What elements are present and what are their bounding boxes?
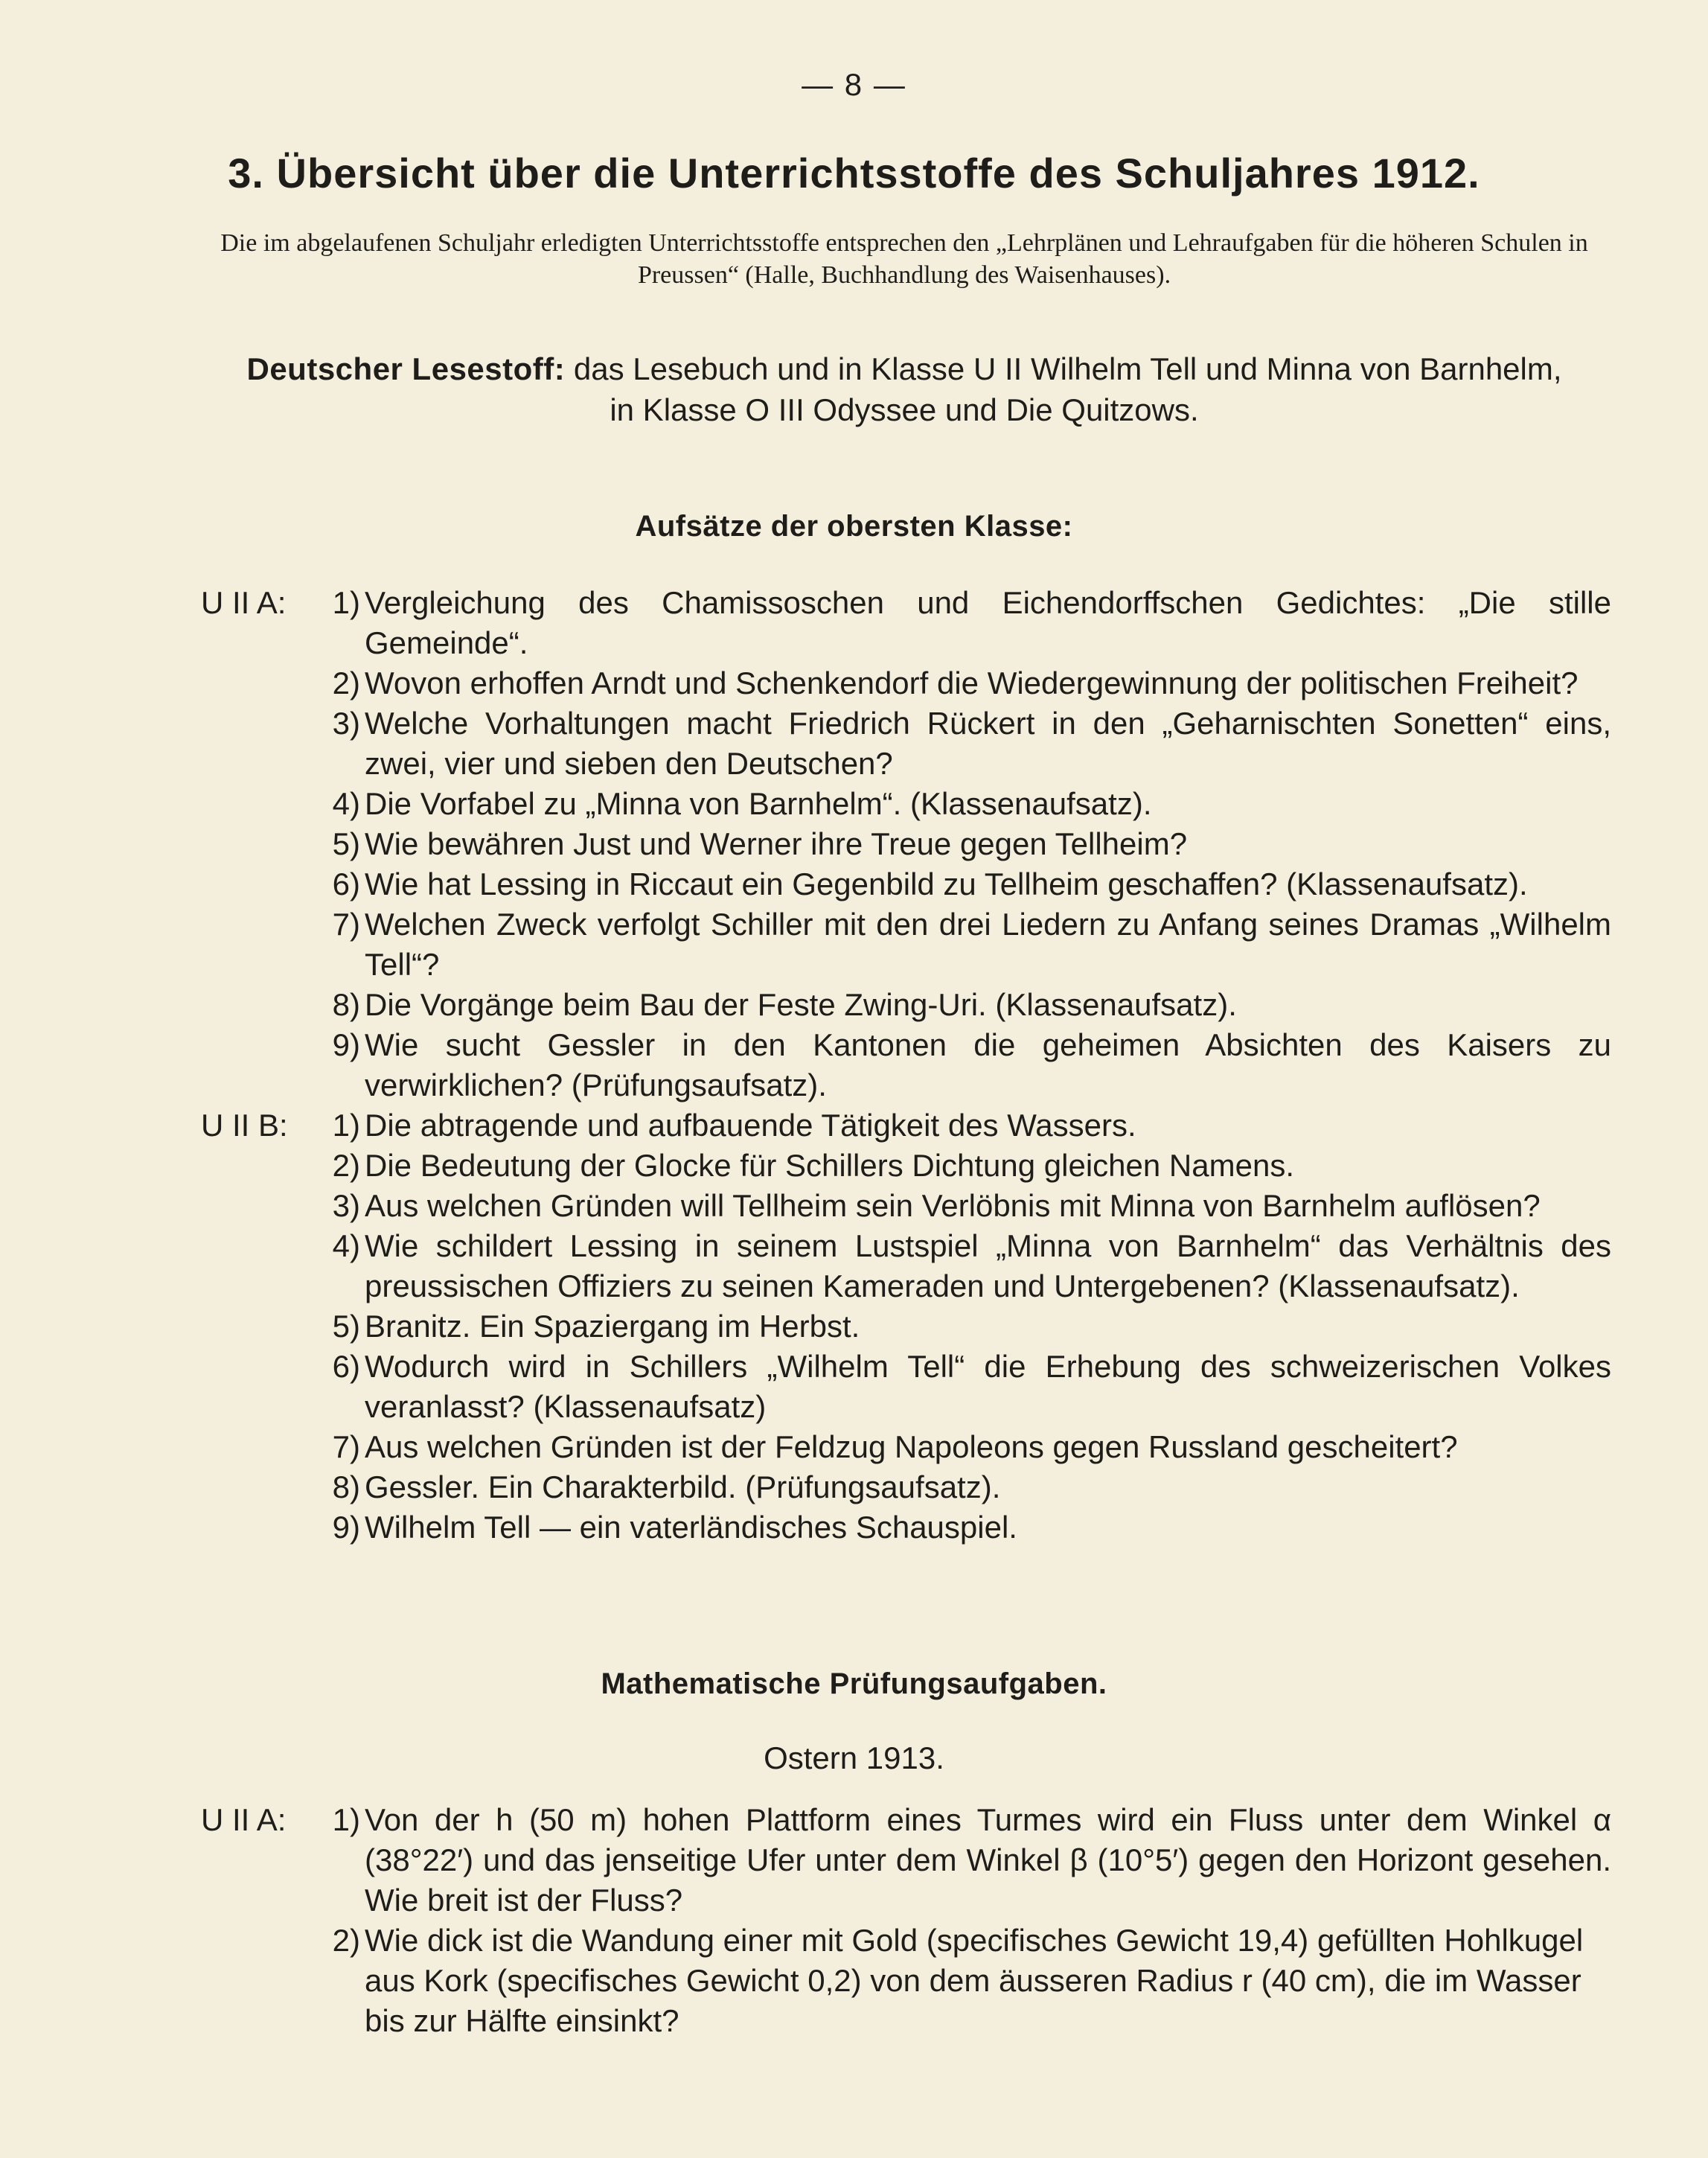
item-number: 8) [332, 1469, 360, 1504]
list-item [201, 1507, 1611, 1548]
lesestoff-label: Deutscher Lesestoff: [246, 351, 566, 386]
item-text: Branitz. Ein Spaziergang im Herbst. [365, 1309, 860, 1344]
item-text: Wie schildert Lessing in seinem Lustspiel „Minna von Barnhelm“ das Verhältnis des preussischen Offiziers zu seinen Kameraden und Untergebenen? (Klassenaufsatz). [365, 1228, 1611, 1303]
list-item [201, 1105, 1611, 1146]
item-number: 5) [332, 1309, 360, 1344]
item-number: 1) [332, 1108, 360, 1143]
section-heading: 3. Übersicht über die Unterrichtsstoffe des Schuljahres 1912. [228, 150, 1480, 197]
item-number: 1) [332, 1802, 360, 1837]
item-number: 7) [332, 907, 360, 942]
item-text: Welchen Zweck verfolgt Schiller mit den drei Liedern zu Anfang seines Dramas „Wilhelm Tell“? [365, 907, 1611, 982]
item-number: 7) [332, 1429, 360, 1464]
list-item [201, 1146, 1611, 1186]
lesestoff-line-1: das Lesebuch und in Klasse U II Wilhelm Tell und Minna von Barnhelm, [573, 351, 1562, 386]
aufsaetze-heading: Aufsätze der obersten Klasse: [635, 510, 1073, 543]
list-item [201, 1226, 1611, 1306]
list-item [201, 583, 1611, 663]
item-number: 6) [332, 1349, 360, 1384]
list-item [201, 1306, 1611, 1347]
item-number: 5) [332, 826, 360, 861]
item-number: 3) [332, 706, 360, 741]
item-number: 4) [332, 786, 360, 821]
list-item [201, 985, 1611, 1025]
intro-paragraph: Die im abgelaufenen Schuljahr erledigten Unterrichtsstoffe entsprechen den „Lehrplänen und Lehraufgaben für die höheren Schulen in Preussen“ (Halle, Buchhandlung des Waisenhauses). [220, 229, 1588, 289]
item-number: 1) [332, 585, 360, 620]
list-item [201, 824, 1611, 864]
item-number: 8) [332, 987, 360, 1022]
item-text: Wodurch wird in Schillers „Wilhelm Tell“ die Erhebung des schweizerischen Volkes veranlasst? (Klassenaufsatz) [365, 1349, 1611, 1424]
item-number: 3) [332, 1188, 360, 1223]
item-text: Wie bewähren Just und Werner ihre Treue gegen Tellheim? [365, 826, 1188, 861]
page-number: — 8 — [802, 67, 906, 102]
aufsaetze-list [201, 583, 1611, 1548]
item-number: 2) [332, 665, 360, 700]
item-text: Vergleichung des Chamissoschen und Eichendorffschen Gedichtes: „Die stille Gemeinde“. [365, 585, 1611, 660]
item-text: Wilhelm Tell — ein vaterländisches Schauspiel. [365, 1510, 1017, 1545]
item-number: 4) [332, 1228, 360, 1263]
item-text: Wie dick ist die Wandung einer mit Gold (specifisches Gewicht 19,4) gefüllten Hohlkugel aus Kork (specifisches Gewicht 0,2) von dem äusseren Radius r (40 cm), die im Wasser bis zur Hälfte einsinkt? [365, 1923, 1584, 2038]
list-item [201, 1025, 1611, 1105]
item-text: Wovon erhoffen Arndt und Schenkendorf die Wiedergewinnung der politischen Freiheit? [365, 665, 1579, 700]
item-text: Die Vorgänge beim Bau der Feste Zwing-Uri. (Klassenaufsatz). [365, 987, 1237, 1022]
list-item [201, 703, 1611, 784]
mathematik-subheading: Ostern 1913. [764, 1740, 944, 1775]
list-item [201, 1467, 1611, 1507]
item-text: Die Bedeutung der Glocke für Schillers Dichtung gleichen Namens. [365, 1148, 1294, 1183]
lesestoff-paragraph [201, 348, 1608, 430]
item-text: Gessler. Ein Charakterbild. (Prüfungsaufsatz). [365, 1469, 1001, 1504]
list-item [201, 1347, 1611, 1427]
list-item [201, 1186, 1611, 1226]
list-item [201, 1921, 1611, 2041]
item-text: Aus welchen Gründen ist der Feldzug Napoleons gegen Russland gescheitert? [365, 1429, 1458, 1464]
item-text: Welche Vorhaltungen macht Friedrich Rückert in den „Geharnischten Sonetten“ eins, zwei, vier und sieben den Deutschen? [365, 706, 1611, 781]
item-number: 9) [332, 1027, 360, 1062]
klasse-label: U II A: [201, 585, 287, 620]
item-number: 6) [332, 866, 360, 901]
list-item [201, 864, 1611, 904]
klasse-label: U II B: [201, 1108, 288, 1143]
item-text: Die Vorfabel zu „Minna von Barnhelm“. (Klassenaufsatz). [365, 786, 1152, 821]
klasse-label: U II A: [201, 1802, 287, 1837]
mathematik-list [201, 1800, 1611, 2041]
list-item [201, 1427, 1611, 1467]
item-text: Aus welchen Gründen will Tellheim sein Verlöbnis mit Minna von Barnhelm auflösen? [365, 1188, 1541, 1223]
item-number: 2) [332, 1923, 360, 1958]
list-item [201, 1800, 1611, 1921]
mathematik-heading: Mathematische Prüfungsaufgaben. [601, 1667, 1107, 1700]
item-text: Wie hat Lessing in Riccaut ein Gegenbild zu Tellheim geschaffen? (Klassenaufsatz). [365, 866, 1528, 901]
lesestoff-line-2: in Klasse O III Odyssee und Die Quitzows. [610, 392, 1199, 427]
list-item [201, 663, 1611, 703]
list-item [201, 784, 1611, 824]
item-number: 9) [332, 1510, 360, 1545]
item-text: Von der h (50 m) hohen Plattform eines Turmes wird ein Fluss unter dem Winkel α (38°22′) und das jenseitige Ufer unter dem Winkel β (10°5′) gegen den Horizont gesehen. Wie breit ist der Fluss? [365, 1802, 1611, 1918]
list-item [201, 904, 1611, 985]
item-number: 2) [332, 1148, 360, 1183]
item-text: Die abtragende und aufbauende Tätigkeit des Wassers. [365, 1108, 1136, 1143]
item-text: Wie sucht Gessler in den Kantonen die geheimen Absichten des Kaisers zu verwirklichen? (Prüfungsaufsatz). [365, 1027, 1611, 1102]
